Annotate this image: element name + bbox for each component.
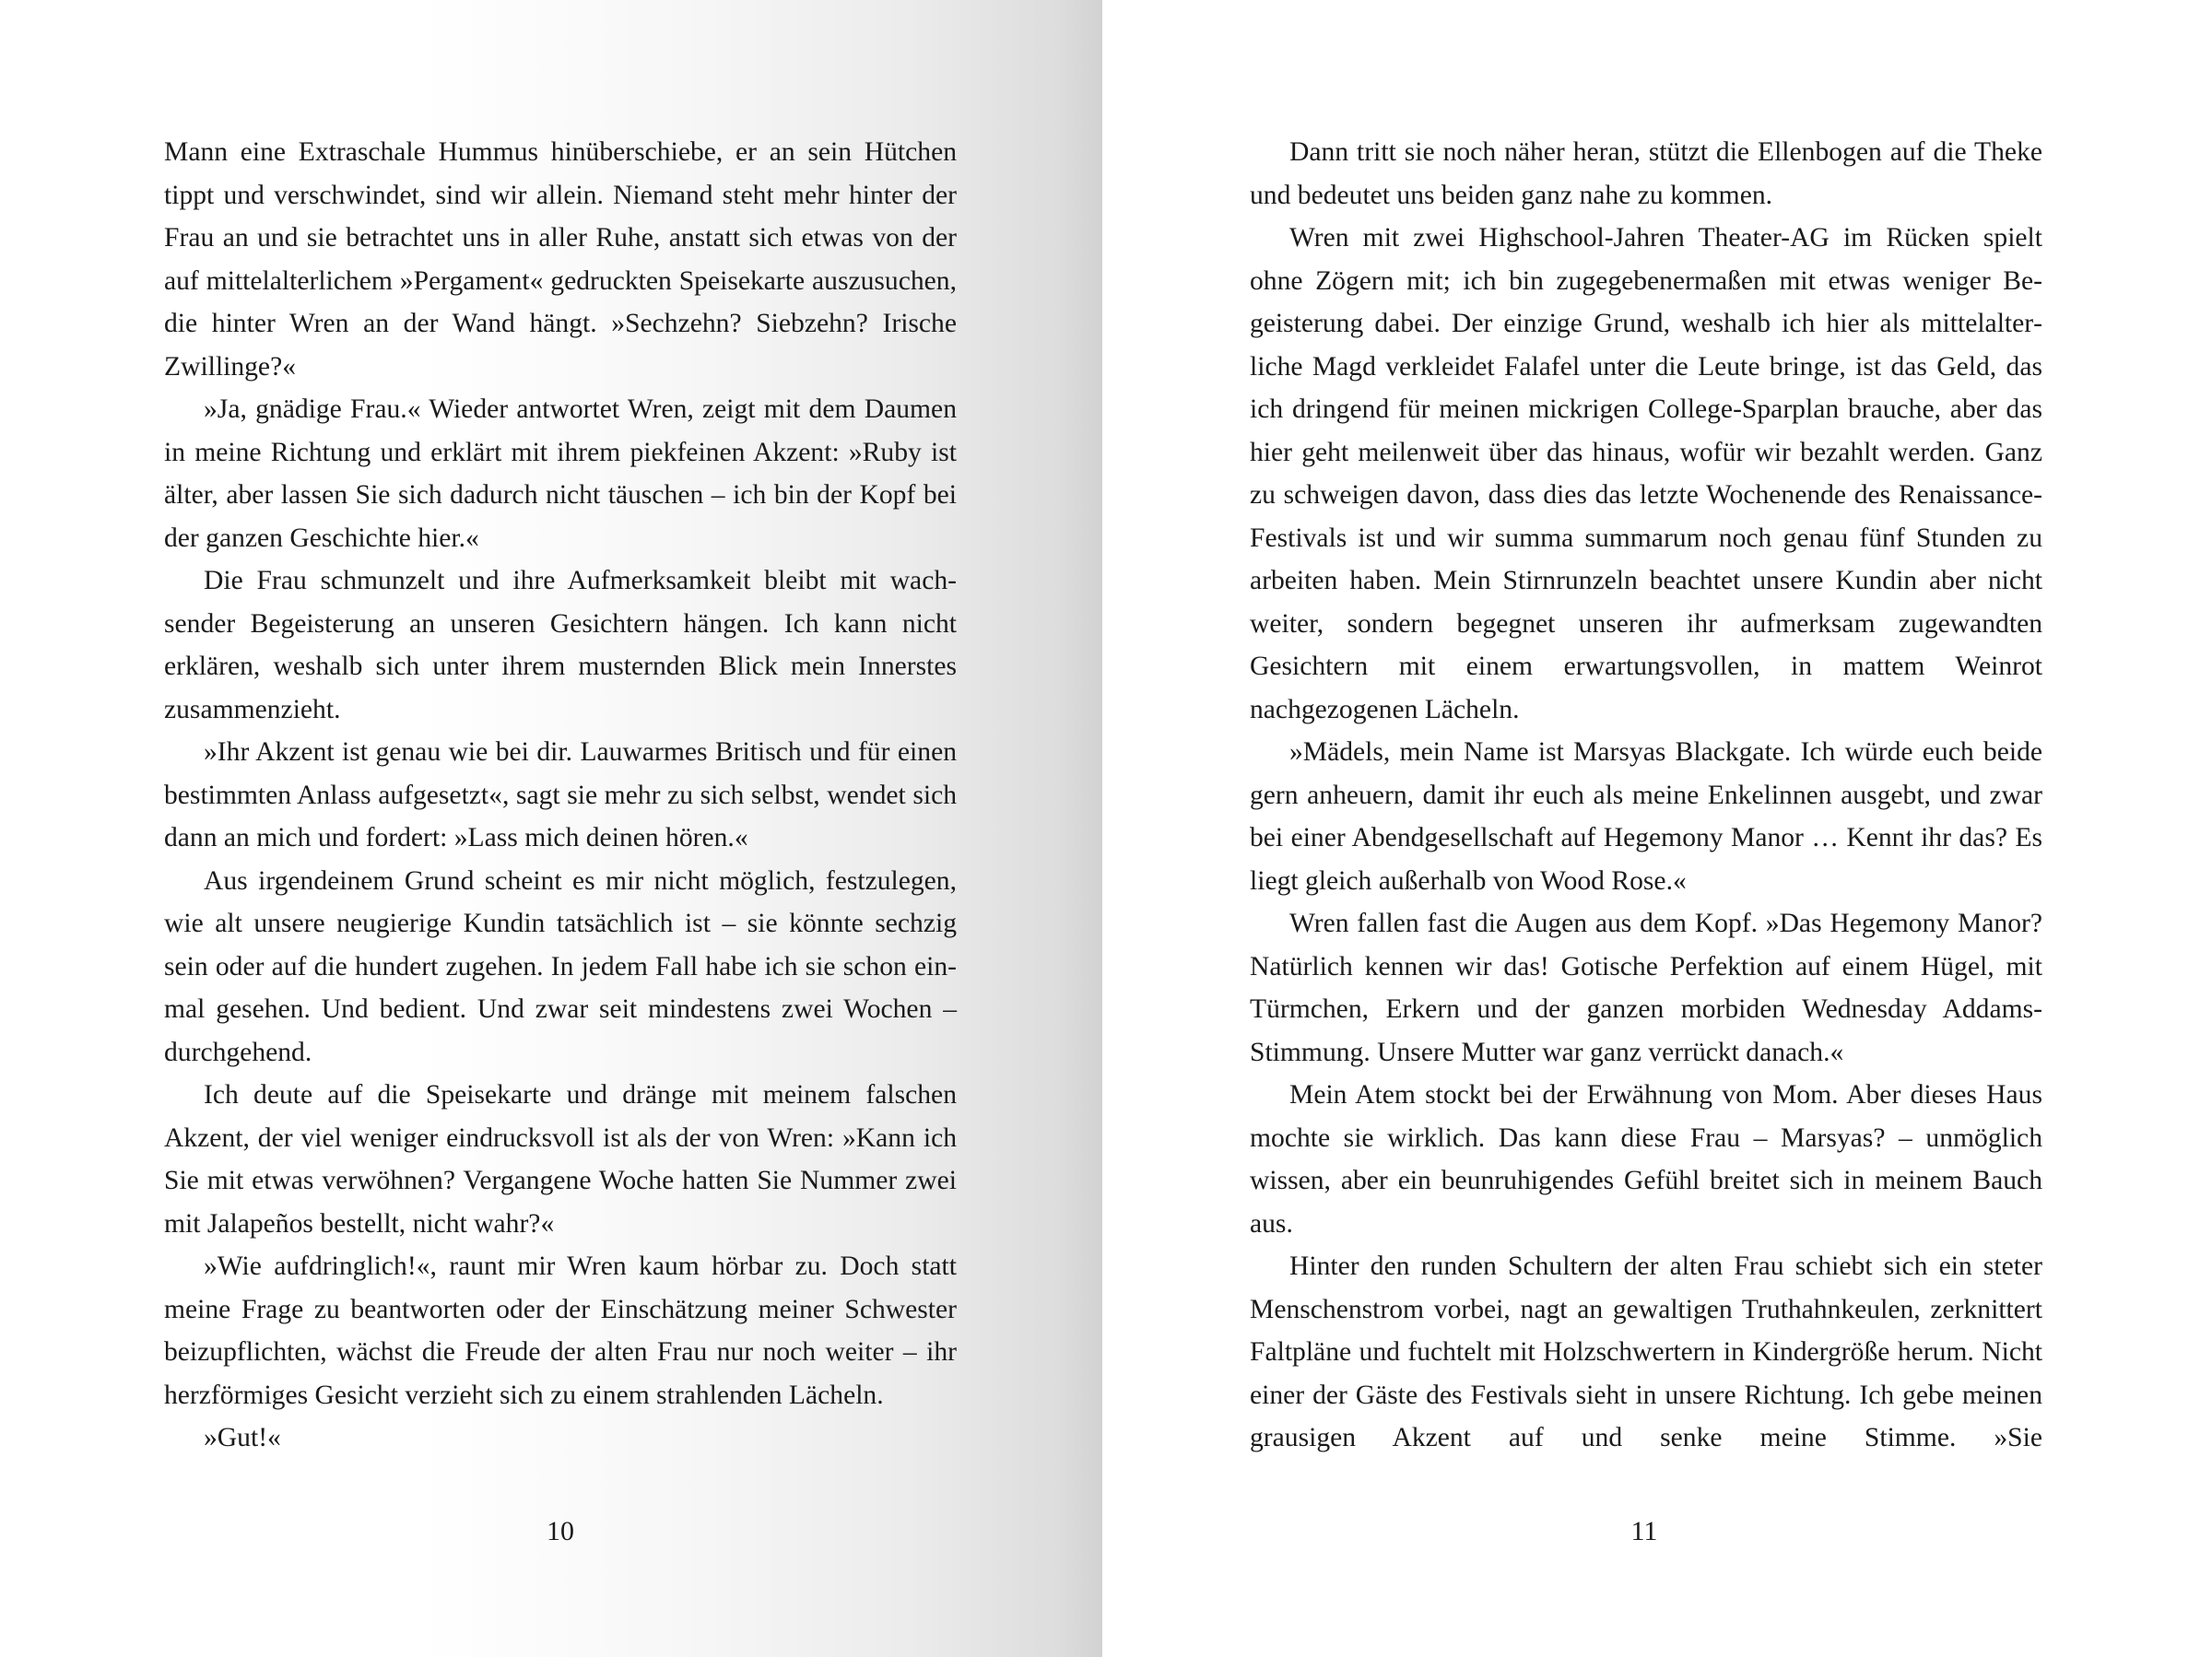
paragraph: Hinter den runden Schultern der alten Frau schiebt sich ein steter Menschenstrom vorbei, nagt an gewaltigen Truthahnkeulen, zerknittert Faltpläne und fuchtelt mit Holzschwertern in Kindergröße herum. Nicht einer der Gäste des Festivals sieht in unsere Richtung. Ich gebe meinen grausigen Akzent auf und senke meine Stimme. »Sie <box>1250 1252 2042 1452</box>
paragraph: »Mädels, mein Name ist Marsyas Blackgate. Ich würde euch beide gern anheuern, damit ihr euch als meine Enkelinnen ausgebt, und zwar bei einer Abendgesellschaft auf Hegemony Manor … Kennt ihr das? Es liegt gleich außerhalb von Wood Rose.« <box>1250 737 2042 896</box>
right-page-text <box>1250 131 2042 1460</box>
paragraph: Wren mit zwei Highschool-Jahren Theater-AG im Rücken spielt ohne Zögern mit; ich bin zugegebenermaßen mit etwas weniger Begeisterung dabei. Der einzige Grund, weshalb ich hier als mittelalterliche Magd verkleidet Falafel unter die Leute bringe, ist das Geld, das ich dringend für meinen mickrigen College-Sparplan brauche, aber das hier geht meilenweit über das hinaus, wofür wir bezahlt werden. Ganz zu schweigen davon, dass dies das letzte Wochenende des Renaissance-Festivals ist und wir summa summarum noch genau fünf Stunden zu arbeiten haben. Mein Stirnrunzeln beachtet unsere Kundin aber nicht weiter, sondern begegnet unseren ihr aufmerksam zugewandten Gesichtern mit einem erwartungsvollen, in mattem Weinrot nachgezogenen Lächeln. <box>1250 223 2042 724</box>
paragraph: »Ja, gnädige Frau.« Wieder antwortet Wren, zeigt mit dem Daumen in meine Richtung und erklärt mit ihrem piekfeinen Akzent: »Ruby ist älter, aber lassen Sie sich dadurch nicht täuschen – ich bin der Kopf bei der ganzen Geschichte hier.« <box>164 394 957 553</box>
paragraph: Mein Atem stockt bei der Erwähnung von Mom. Aber dieses Haus mochte sie wirklich. Das kann diese Frau – Marsyas? – unmöglich wissen, aber ein beunruhigendes Gefühl breitet sich in meinem Bauch aus. <box>1250 1080 2042 1239</box>
page-number: 11 <box>1630 1516 1658 1546</box>
paragraph: »Gut!« <box>204 1423 281 1452</box>
page-number: 10 <box>547 1516 574 1546</box>
left-page <box>0 0 1102 1657</box>
paragraph: »Wie aufdringlich!«, raunt mir Wren kaum hörbar zu. Doch statt meine Frage zu beantworten oder der Einschätzung meiner Schwester beizupflichten, wächst die Freude der alten Frau nur noch weiter – ihr herzförmiges Gesicht verzieht sich zu einem strahlenden Lächeln. <box>164 1252 957 1410</box>
paragraph: Wren fallen fast die Augen aus dem Kopf. »Das Hegemony Manor? Natürlich kennen wir das! Gotische Perfektion auf einem Hügel, mit Türmchen, Erkern und der ganzen morbiden Wednesday Addams-Stimmung. Unsere Mutter war ganz verrückt danach.« <box>1250 909 2042 1067</box>
paragraph: »Ihr Akzent ist genau wie bei dir. Lauwarmes Britisch und für einen bestimmten Anlass aufgesetzt«, sagt sie mehr zu sich selbst, wendet sich dann an mich und fordert: »Lass mich deinen hören.« <box>164 737 957 852</box>
left-page-text <box>164 131 957 1460</box>
paragraph: Ich deute auf die Speisekarte und dränge mit meinem falschen Akzent, der viel weniger eindrucksvoll ist als der von Wren: »Kann ich Sie mit etwas verwöhnen? Vergangene Woche hatten Sie Nummer zwei mit Jalapeños bestellt, nicht wahr?« <box>164 1080 957 1239</box>
right-page <box>1102 0 2212 1657</box>
paragraph: Dann tritt sie noch näher heran, stützt die Ellenbogen auf die Theke und bedeutet uns beiden ganz nahe zu kommen. <box>1250 137 2042 210</box>
paragraph: Aus irgendeinem Grund scheint es mir nicht möglich, festzulegen, wie alt unsere neugierige Kundin tatsächlich ist – sie könnte sechzig sein oder auf die hundert zugehen. In jedem Fall habe ich sie schon einmal gesehen. Und bedient. Und zwar seit mindestens zwei Wochen – durchgehend. <box>164 865 957 1067</box>
paragraph: Die Frau schmunzelt und ihre Aufmerksamkeit bleibt mit wachsender Begeisterung an unseren Gesichtern hängen. Ich kann nicht erklären, weshalb sich unter ihrem musternden Blick mein Innerstes zusammenzieht. <box>164 566 957 724</box>
paragraph: Mann eine Extraschale Hummus hinüberschiebe, er an sein Hütchen tippt und verschwindet, sind wir allein. Niemand steht mehr hinter der Frau an und sie betrachtet uns in aller Ruhe, anstatt sich etwas von der auf mittelalterlichem »Pergament« gedruckten Speisekarte auszusuchen, die hinter Wren an der Wand hängt. »Sechzehn? Siebzehn? Irische Zwillinge?« <box>164 137 957 382</box>
